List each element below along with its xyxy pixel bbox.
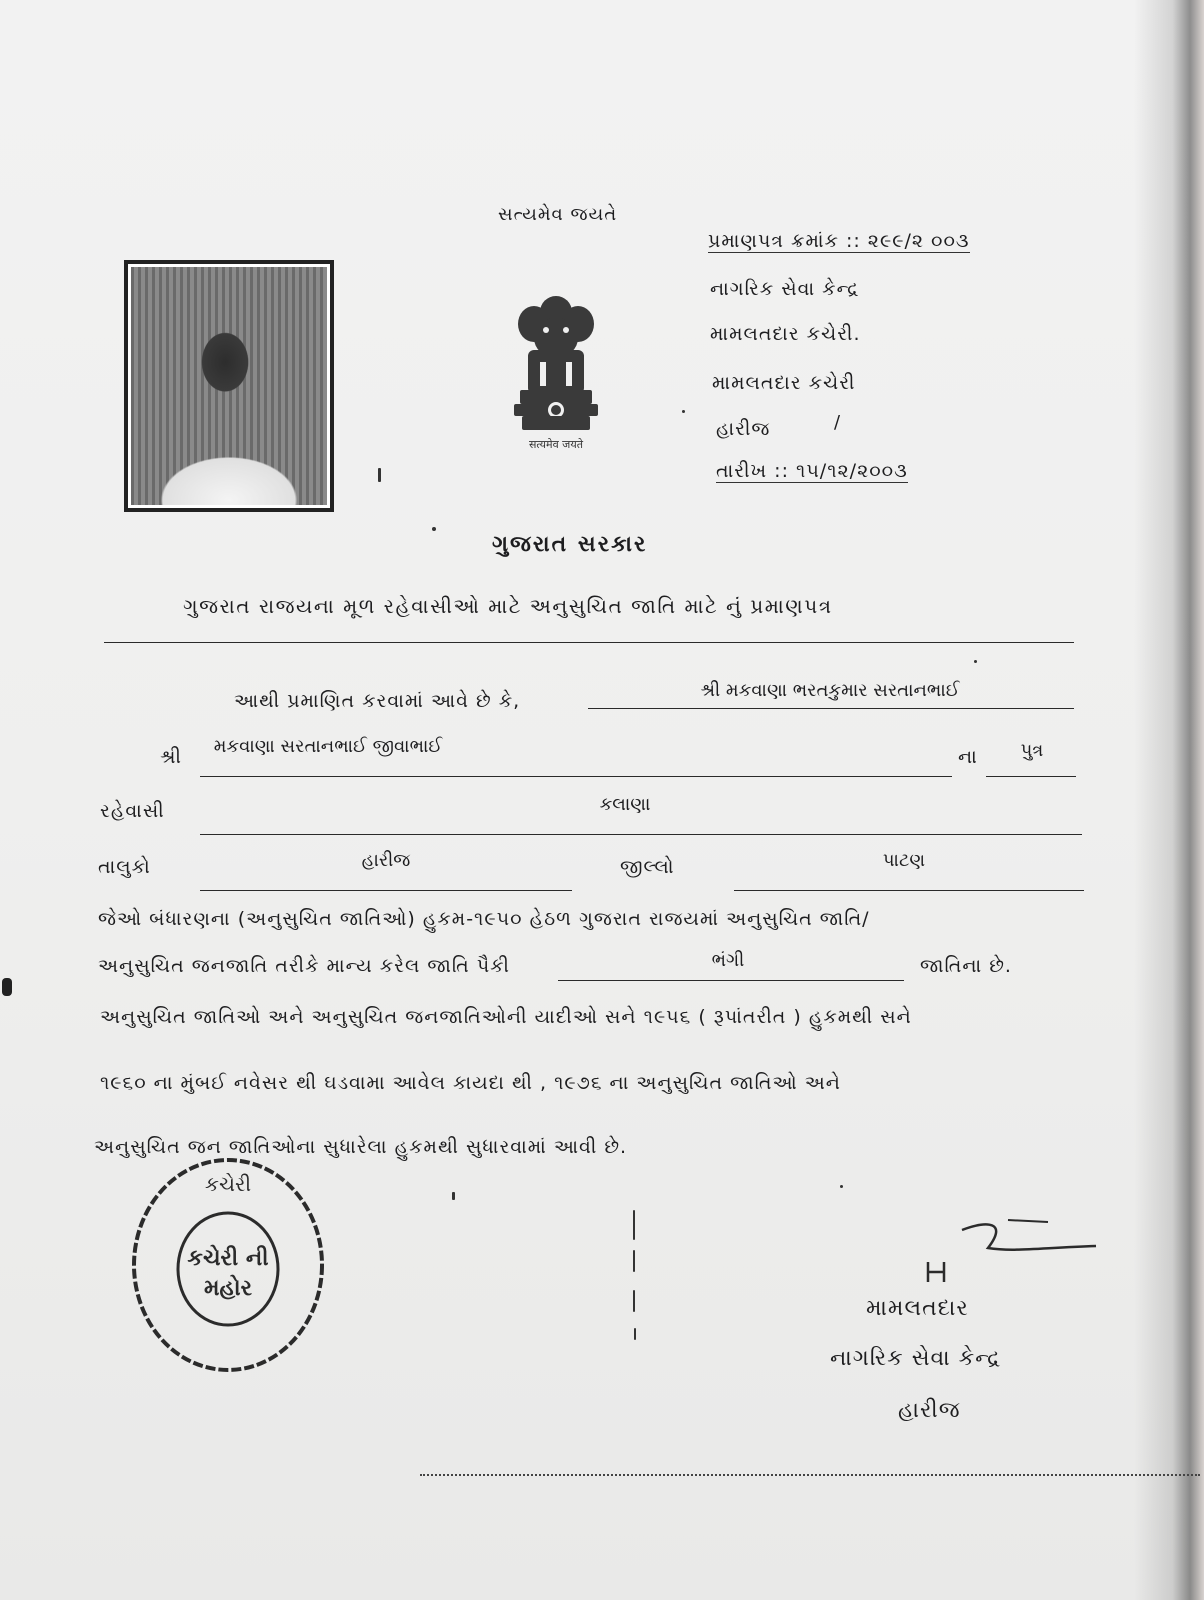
- certificate-number: પ્રમાણપત્ર ક્રમાંક :: ૨૯૯/૨ ૦૦૩: [708, 230, 970, 252]
- scan-speck: [432, 527, 436, 531]
- na-label: ના: [958, 746, 978, 768]
- stamp-center-line-1: કચેરી ની: [187, 1246, 269, 1271]
- scan-speck: [634, 1328, 636, 1340]
- village-field: કલાણા: [599, 794, 651, 815]
- body-line-4: ૧૯૬૦ ના મુંબઈ નવેસર થી ઘડવામા આવેલ કાયદા થી , ૧૯૭૬ ના અનુસુચિત જાતિઓ અને: [100, 1072, 841, 1094]
- slash-mark: /: [834, 412, 842, 433]
- holder-name-line: [588, 708, 1074, 709]
- resident-label: રહેવાસી: [100, 800, 165, 822]
- signatory-place: હારીજ: [898, 1398, 961, 1423]
- national-emblem-icon: [500, 290, 612, 460]
- taluka-field: હારીજ: [361, 850, 411, 871]
- relation-field: પુત્ર: [1020, 740, 1044, 761]
- certify-label: આથી પ્રમાણિત કરવામાં આવે છે કે,: [234, 690, 521, 712]
- office-seal-stamp: [128, 1153, 328, 1378]
- signatory-office: નાગરિક સેવા કેન્દ્ર: [830, 1346, 1002, 1371]
- scan-speck: [633, 1250, 635, 1272]
- emblem-caption: सत्यमेव जयते: [528, 438, 584, 451]
- scan-speck: [378, 468, 381, 482]
- scan-speck: [633, 1290, 635, 1312]
- father-name-field: મકવાણા સરતાનભાઈ જીવાભાઈ: [213, 736, 443, 757]
- scan-speck: [840, 1185, 843, 1188]
- body-line-5: અનુસુચિત જન જાતિઓના સુધારેલા હુકમથી સુધારવામાં આવી છે.: [94, 1136, 628, 1158]
- holder-name-field: શ્રી મકવાણા ભરતકુમાર સરતાનભાઈ: [700, 680, 960, 701]
- signature-scribble: [918, 1218, 1118, 1288]
- stamp-top-text: કચેરી: [204, 1172, 252, 1196]
- father-name-line: [200, 776, 952, 777]
- photo-image: [131, 267, 327, 505]
- body-line-2-suffix: જાતિના છે.: [920, 955, 1012, 977]
- district-field: પાટણ: [882, 850, 926, 871]
- bottom-dotted-rule: [420, 1474, 1200, 1476]
- signatory-title: મામલતદાર: [866, 1296, 969, 1321]
- office-place: હારીજ: [716, 418, 771, 440]
- office-line-2: મામલતદાર કચેરી.: [710, 323, 861, 345]
- scan-speck: [974, 660, 977, 663]
- office-line-3: મામલતદાર કચેરી: [712, 372, 856, 394]
- stamp-center-line-2: મહોર: [203, 1276, 253, 1301]
- scan-speck: [682, 410, 685, 413]
- taluka-line: [200, 890, 572, 891]
- office-line-1: નાગરિક સેવા કેન્દ્ર: [710, 278, 860, 300]
- village-line: [200, 834, 1082, 835]
- shri-label: શ્રી: [160, 746, 182, 768]
- certificate-date: તારીખ :: ૧૫/૧૨/૨૦૦૩: [716, 460, 908, 482]
- motto-text: સત્યમેવ જયતે: [498, 204, 618, 225]
- caste-field: ભંગી: [711, 950, 745, 971]
- title-underline: [104, 642, 1074, 643]
- government-heading: ગુજરાત સરકાર: [492, 532, 648, 557]
- taluka-label: તાલુકો: [98, 856, 151, 878]
- district-label: જીલ્લો: [620, 856, 675, 878]
- document-title: ગુજરાત રાજયના મૂળ રહેવાસીઓ માટે અનુસુચિત જાતિ માટે નું પ્રમાણપત્ર: [183, 594, 833, 618]
- body-line-1: જેઓ બંધારણના (અનુસુચિત જાતિઓ) હુકમ-૧૯૫૦ હેઠળ ગુજરાત રાજયમાં અનુસુચિત જાતિ/: [98, 908, 870, 930]
- scan-speck: [633, 1210, 635, 1240]
- scan-shadow-edge: [1134, 0, 1204, 1600]
- scan-speck: [452, 1192, 455, 1200]
- scan-speck: [2, 978, 12, 996]
- relation-line: [986, 776, 1076, 777]
- caste-line: [558, 980, 904, 981]
- district-line: [734, 890, 1084, 891]
- body-line-2-prefix: અનુસુચિત જનજાતિ તરીકે માન્ય કરેલ જાતિ પૈકી: [98, 955, 510, 977]
- holder-photo: [124, 260, 334, 512]
- body-line-3: અનુસુચિત જાતિઓ અને અનુસુચિત જનજાતિઓની યાદીઓ સને ૧૯૫૬ ( રૂપાંતરીત ) હુકમથી સને: [100, 1006, 912, 1028]
